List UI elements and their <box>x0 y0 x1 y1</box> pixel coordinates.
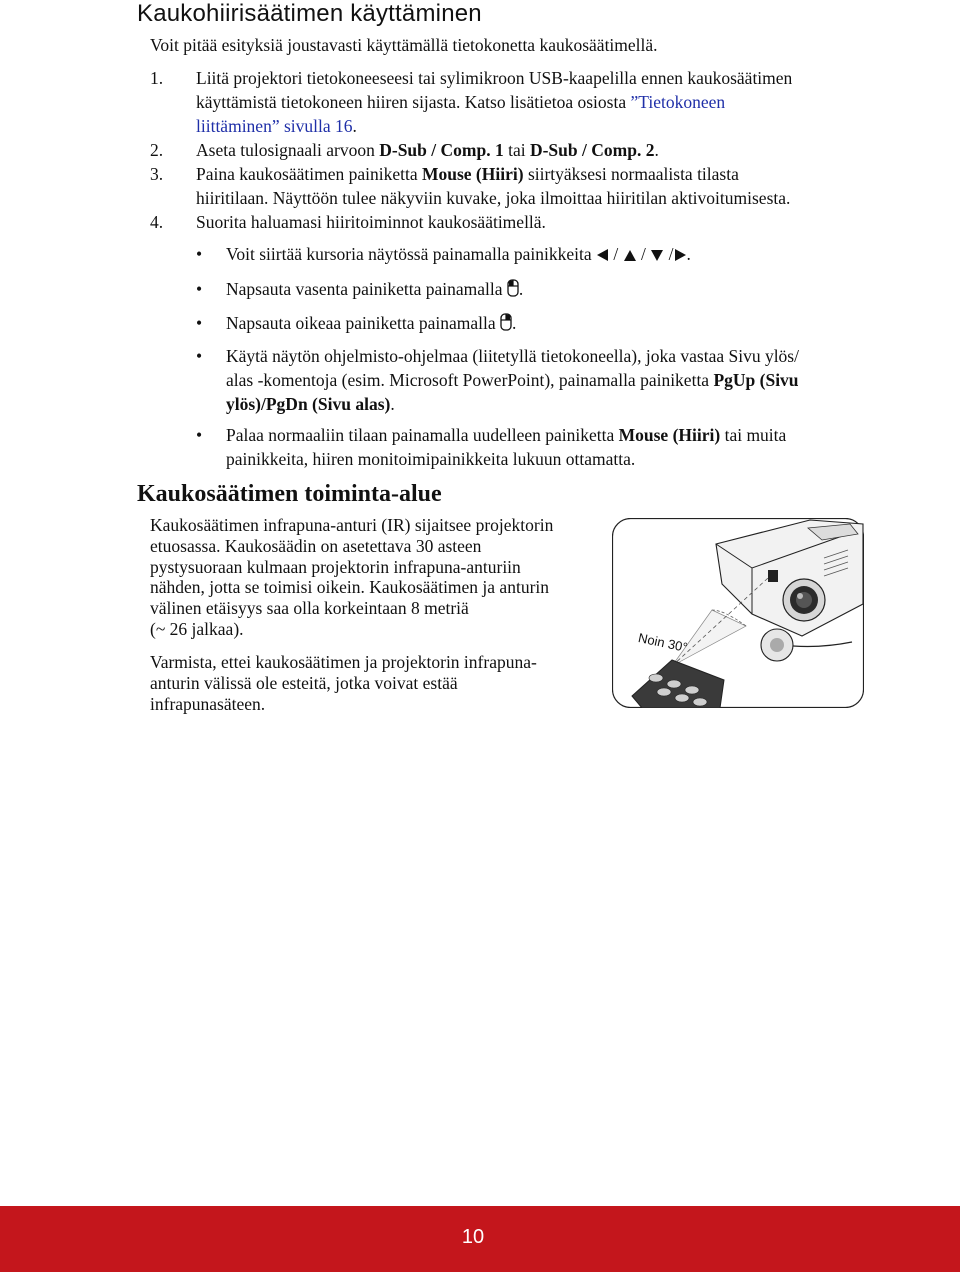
cross-reference-link[interactable]: ”Tietokoneen <box>630 92 726 112</box>
bullet-marker: • <box>196 244 203 264</box>
step-number: 3. <box>150 164 164 184</box>
bullet-4-line-3: ylös)/PgDn (Sivu alas). <box>226 394 395 414</box>
range-paragraph-2: Varmista, ettei kaukosäätimen ja projektorin infrapuna- anturin välissä ole esteitä, jotka voivat estää infrapunasäteen. <box>150 652 537 714</box>
bullet-marker: • <box>196 313 203 333</box>
left-arrow-icon <box>596 248 609 262</box>
step-number: 4. <box>150 212 164 232</box>
projector-remote-diagram <box>612 518 864 708</box>
step-2-text: Aseta tulosignaali arvoon D-Sub / Comp. 1 tai D-Sub / Comp. 2. <box>196 140 659 160</box>
bullet-marker: • <box>196 425 203 445</box>
step-3-line-2: hiiritilaan. Näyttöön tulee näkyviin kuvake, joka ilmoittaa hiiritilan aktivoitumisesta. <box>196 188 791 208</box>
bullet-5-line-1: Palaa normaaliin tilaan painamalla uudelleen painiketta Mouse (Hiiri) tai muita <box>226 425 787 445</box>
step-3-line-1: Paina kaukosäätimen painiketta Mouse (Hiiri) siirtyäksesi normaalista tilasta <box>196 164 739 184</box>
right-arrow-icon <box>674 248 687 262</box>
step-1-line-1: Liitä projektori tietokoneeseesi tai sylimikroon USB-kaapelilla ennen kaukosäätimen <box>196 68 793 88</box>
bullet-4-line-1: Käytä näytön ohjelmisto-ohjelmaa (liitetyllä tietokoneella), joka vastaa Sivu ylös/ <box>226 346 799 366</box>
step-4-text: Suorita haluamasi hiiritoiminnot kaukosäätimellä. <box>196 212 546 232</box>
down-arrow-icon <box>650 249 664 262</box>
page-number: 10 <box>461 1226 485 1248</box>
cross-reference-link-continued[interactable]: liittäminen” sivulla 16 <box>196 116 353 136</box>
bullet-marker: • <box>196 279 203 299</box>
intro-text: Voit pitää esityksiä joustavasti käyttämällä tietokonetta kaukosäätimellä. <box>150 35 658 55</box>
step-number: 2. <box>150 140 164 160</box>
right-mouse-button-icon <box>500 313 512 331</box>
step-1-line-3: liittäminen” sivulla 16. <box>196 116 357 136</box>
angle-label: Noin 30° <box>636 630 689 656</box>
bullet-marker: • <box>196 346 203 366</box>
bullet-4-line-2: alas -komentoja (esim. Microsoft PowerPoint), painamalla painiketta PgUp (Sivu <box>226 370 799 390</box>
up-arrow-icon <box>623 249 637 262</box>
step-number: 1. <box>150 68 164 88</box>
bullet-2-text: Napsauta vasenta painiketta painamalla . <box>226 279 524 299</box>
bullet-1-text: Voit siirtää kursoria näytössä painamalla painikkeita / / / . <box>226 244 691 264</box>
range-paragraph-1: Kaukosäätimen infrapuna-anturi (IR) sijaitsee projektorin etuosassa. Kaukosäädin on asetettava 30 asteen pystysuoraan kulmaan projektorin infrapuna-anturiin nähden, jotta se toimisi oikein. Kaukosäätimen ja anturin välinen etäisyys saa olla korkeintaan 8 metriä (~ 26 jalkaa). <box>150 515 554 639</box>
bullet-5-line-2: painikkeita, hiiren monitoimipainikkeita lukuun ottamatta. <box>226 449 636 469</box>
left-mouse-button-icon <box>507 279 519 297</box>
section-title-remote-range: Kaukosäätimen toiminta-alue <box>137 481 442 507</box>
remote-range-illustration <box>612 518 864 708</box>
section-title-remote-mouse: Kaukohiirisäätimen käyttäminen <box>137 0 482 27</box>
bullet-3-text: Napsauta oikeaa painiketta painamalla . <box>226 313 517 333</box>
step-1-line-2: käyttämistä tietokoneen hiiren sijasta. Katso lisätietoa osiosta ”Tietokoneen <box>196 92 726 112</box>
